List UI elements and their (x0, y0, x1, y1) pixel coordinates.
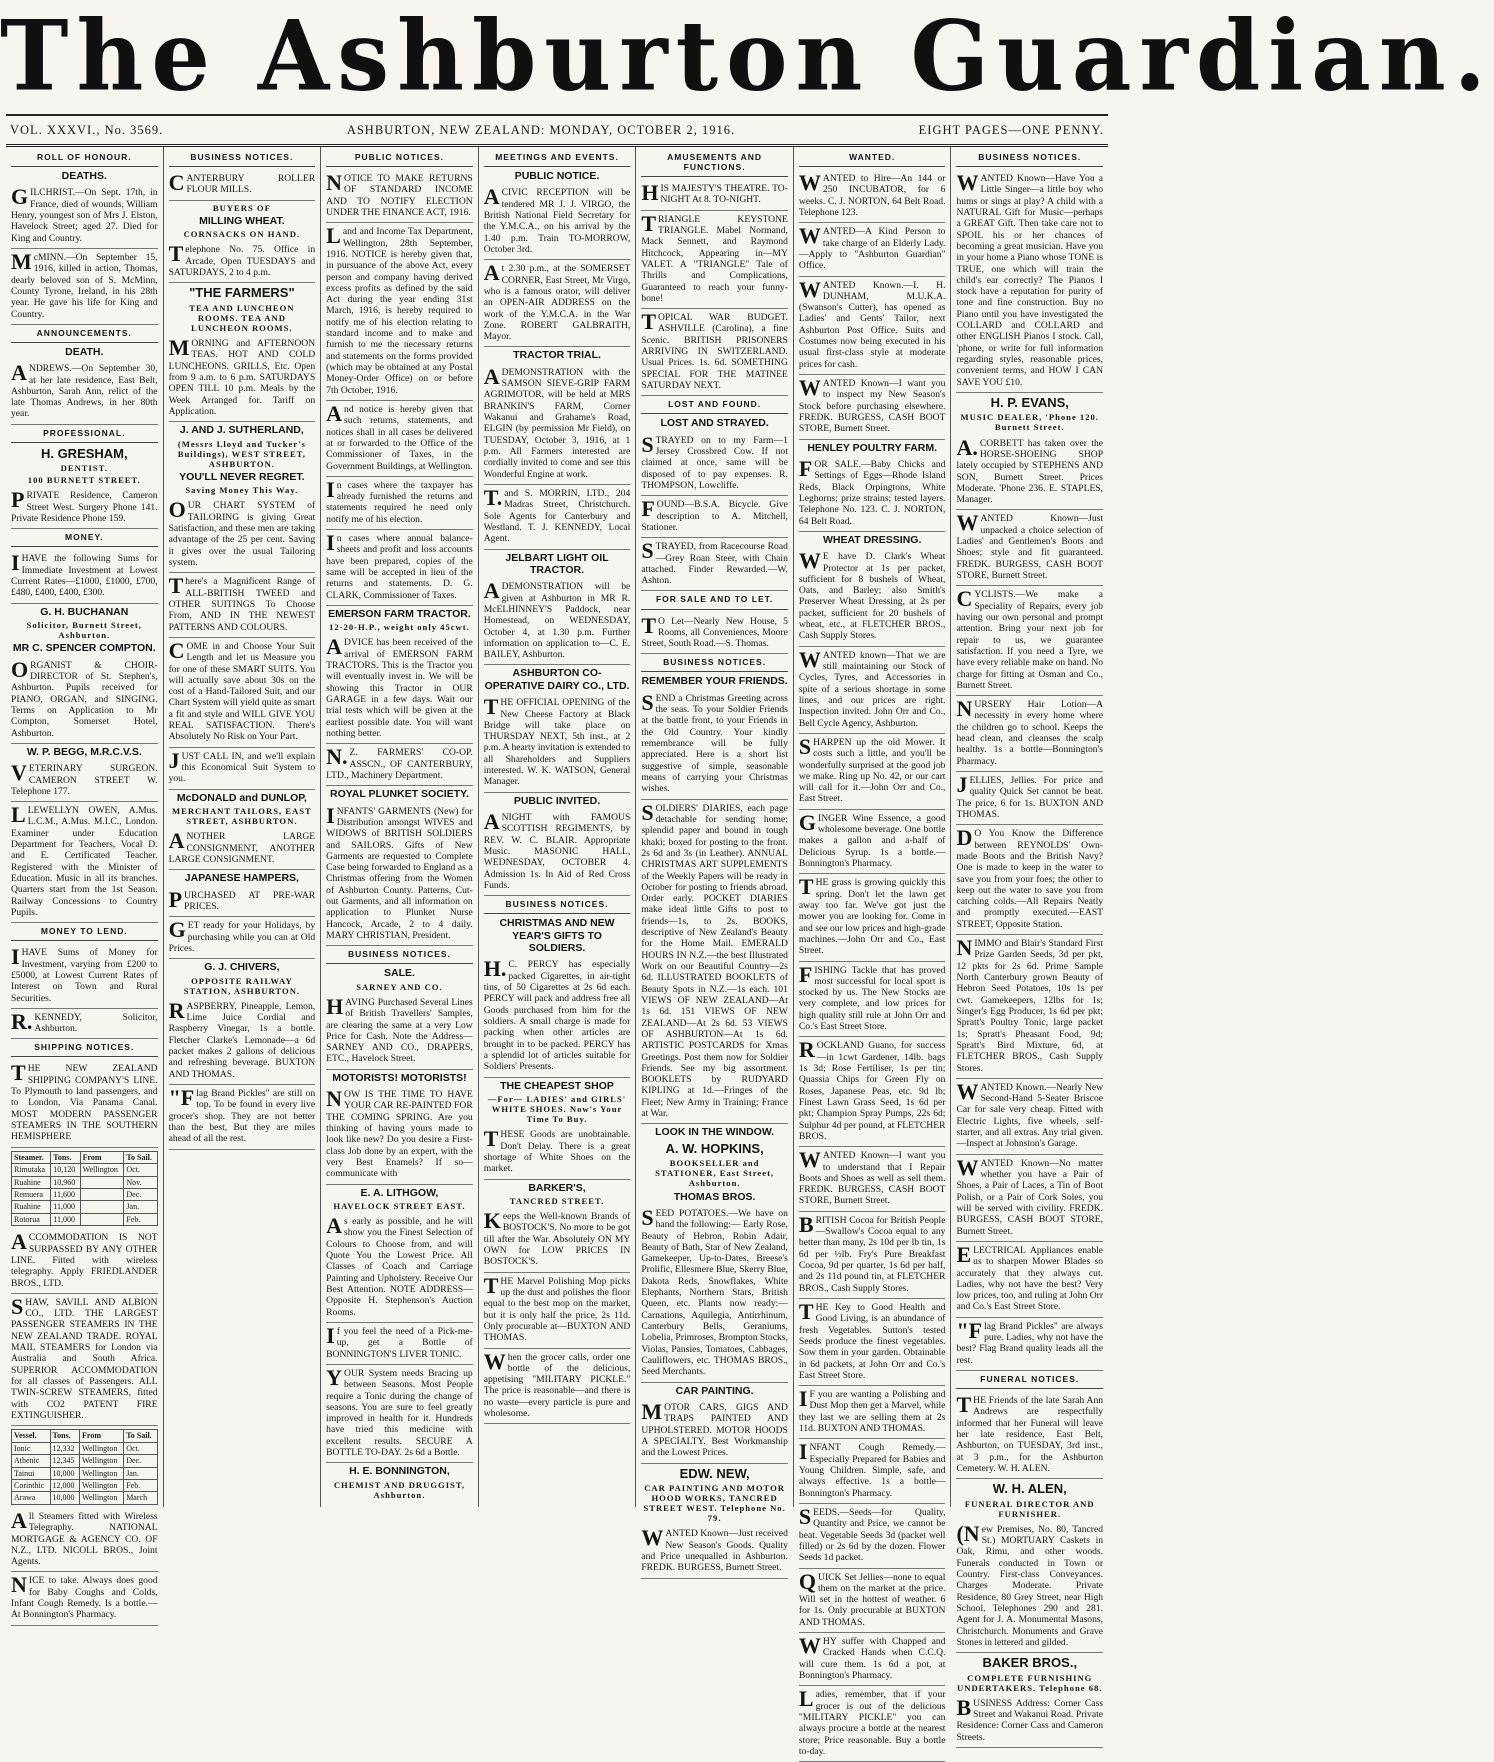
ad-subheading: TEA AND LUNCHEON ROOMS. TEA AND LUNCHEON ROOMS. (189, 302, 295, 333)
section-heading: BUSINESS NOTICES. (484, 896, 631, 914)
advertisement-text: In cases where annual balance-sheets and profit and loss accounts have been prepared, copies of the same will be accepted in lieu of the returns and statements. D. G. CLARK, Commissioner of Taxes. (326, 530, 473, 606)
ad-subheading: DENTIST. (60, 463, 108, 474)
table-header: Tons. (50, 1430, 80, 1442)
page-price: EIGHT PAGES—ONE PENNY. (918, 122, 1104, 137)
table-cell: 11,000 (51, 1201, 80, 1213)
section-heading: FOR SALE AND TO LET. (641, 591, 788, 609)
advertisement-text: NIMMO and Blair's Standard First Prize Garden Seeds, 3d per pkt, 12 pkts for 2s 6d. Prime Sample North Canterbury grown Beauty of Hebron Seed Potatoes, 10s 1s per cwt. Gamekeepers, 12lbs for 1s; Singer's Egg Producer, 1s 6d per pkt; Spratt's Poultry Tonic, large packet 1s; Spratt's Pheasant Food, 9d; Spratt's Bird Mixture, 6d, at FLETCHER BROS., Cash Supply Stores. (956, 935, 1103, 1079)
ad-heading: JELBART LIGHT OIL TRACTOR. (505, 551, 609, 576)
ad-heading: LOST AND STRAYED. (660, 417, 769, 430)
advertisement-text: ADEMONSTRATION will be given at Ashburton in MR R. McELHINNEY'S Paddock, near Homestead, on WEDNESDAY, October 4, at 1.30 p.m. Further information on application to—C. E. BAILEY, Ashburton. (484, 578, 631, 665)
table-cell: Feb. (124, 1480, 157, 1492)
column-6 (794, 147, 952, 1757)
ad-subheading: MUSIC DEALER, 'Phone 120. Burnett Street. (960, 412, 1099, 433)
advertisement-text: HIS MAJESTY'S THEATRE. TO-NIGHT At 8. TO-NIGHT. (641, 180, 788, 211)
table-cell: 12,000 (50, 1480, 80, 1492)
ad-heading: PUBLIC INVITED. (513, 794, 601, 807)
advertisement-text: All Steamers fitted with Wireless Telegraphy. NATIONAL MORTGAGE & AGENCY CO. OF N.Z., LTD. NICOLL BROS., Joint Agents. (11, 1508, 158, 1573)
advertisement-text: STRAYED on to my Farm—1 Jersey Crossbred Cow. If not claimed at once, same will be disposed of to pay expenses. R. THOMPSON, Lowcliffe. (641, 432, 788, 497)
advertisement-text: ACCOMMODATION IS NOT SURPASSED BY ANY OTHER LINE. Fitted with wireless telegraphy. Apply FRIEDLANDER BROS., LTD. (11, 1229, 158, 1294)
ad-subheading: CHEMIST AND DRUGGIST, Ashburton. (333, 1479, 466, 1500)
advertisement-text: TO Let—Nearly New House, 5 Rooms, all Conveniences, Moore Street, South Road.—S. Thomas. (641, 613, 788, 655)
ad-subheading: BUYERS OF (212, 202, 271, 213)
advertisement-text: THESE Goods are unobtainable. Don't Delay. There is a great shortage of White Shoes on the market. (484, 1126, 631, 1179)
table-cell: Dec. (124, 1455, 157, 1467)
table-cell (80, 1176, 124, 1188)
advertisement-text: PRIVATE Residence, Cameron Street West. Surgery Phone 141. Private Residence Phone 159. (11, 487, 158, 529)
table-cell (80, 1213, 124, 1225)
column-4 (479, 147, 637, 1507)
advertisement-text: MORNING and AFTERNOON TEAS. HOT AND COLD LUNCHEONS. GRILLS, Etc. Open from 9 a.m. to 6 p.m. SATURDAYS OPEN TILL 10 p.m. Meals by the Week Arranged for. Tariff on Application. (169, 335, 316, 422)
advertisement-text: TOPICAL WAR BUDGET. ASHVILLE (Carolina), a fine Scenic. BRITISH PRISONERS ARRIVING IN SWITZERLAND. Usual Prices. 1s. 6d. SOMETHING SPECIAL FOR THE MATINEE SATURDAY NEXT. (641, 309, 788, 396)
issue-date: ASHBURTON, NEW ZEALAND: MONDAY, OCTOBER 2, 1916. (346, 122, 736, 137)
ad-heading: JAPANESE HAMPERS, (184, 872, 299, 885)
ad-subheading: BOOKSELLER and STATIONER, East Street, Ashburton. (655, 1158, 775, 1189)
table-cell: Wellington (80, 1480, 124, 1492)
column-heading: PUBLIC NOTICES. (326, 149, 473, 167)
ad-heading: DEATH. (65, 345, 104, 358)
table-cell: Rimutaka (12, 1164, 51, 1176)
advertisement-text: THE Friends of the late Sarah Ann Andrews are respectfully informed that her Funeral will leave her late residence, East Belt, Ashburton, on TUESDAY, 3rd inst., at 3 p.m., for the Ashburton Cemetery. W. H. ALEN. (956, 1392, 1103, 1479)
table-cell: Rotorua (12, 1213, 51, 1225)
ad-subheading: (Messrs Lloyd and Tucker's Buildings), WEST STREET, ASHBURTON. (177, 438, 306, 469)
advertisement-text: RASPBERRY, Pineapple, Lemon, Lime Juice Cordial and Raspberry Vinegar, 1s a bottle. Fletcher Clarke's Lemonade—a 6d packet makes 2 gallons of delicious and refreshing beverage. BUXTON AND THOMAS. (169, 998, 316, 1085)
advertisement-text: FOUND—B.S.A. Bicycle. Give description to A. Mitchell, Stationer. (641, 496, 788, 538)
table-row (12, 1492, 158, 1504)
advertisement-text: SOLDIERS' DIARIES, each page detachable for sending home; splendid paper and bound in tough khaki; boxed for posting to the front. 2s 6d and 3s (in Leather). ANNUAL CHRISTMAS ART SUPPLEMENTS of the Weekly Papers will be ready in October for posting to friends abroad. Order early. POCKET DIARIES make ideal little Gifts to post to friends—1s, to 2s. BOOKS, descriptive of New Zealand's Beauty for the Home Mail. EMERALD HOURS IN N.Z.—the best Illustrated Work on our Beautiful Country—2s 6d. ILLUSTRATED BOOKLETS of Beauty Spots in N.Z.—1s each. 101 VIEWS OF NEW ZEALAND—At 1s 6d. 151 VIEWS OF NEW ZEALAND—At 2s 6d. 53 VIEWS OF ASHBURTON—At 1s 6d. ARTISTIC POSTCARDS for Xmas Greetings. Post them now for Soldier Friends. See my big assortment. BOOKLETS by RUDYARD KIPLING at 1d.—Fringes of the Fleet; New Army in Training; France at War. (641, 800, 788, 1125)
ad-heading: YOU'LL NEVER REGRET. (179, 470, 305, 483)
advertisement-text: WANTED to Hire—An 144 or 250 INCUBATOR, for 6 weeks. C. J. NORTON, 64 Belt Road. Telephone 123. (799, 170, 946, 223)
advertisement-text: FOR SALE.—Baby Chicks and Settings of Eggs—Rhode Island Reds, Black Orpingtons, White Leghorns; prize strains; tested layers. Telephone No. 123. C. J. NORTON, 64 Belt Road. (799, 456, 946, 532)
advertisement-text: If you feel the need of a Pick-me-up, get a Bottle of BONNINGTON'S LIVER TONIC. (326, 1323, 473, 1365)
advertisement-text: GILCHRIST.—On Sept. 17th, in France, died of wounds, William Henry, youngest son of Mrs J. Elston, Havelock Street; aged 27. Died for King and Country. (11, 184, 158, 249)
advertisement-text: In cases where the taxpayer has already furnished the returns and statements required he need only notify me of his election. (326, 477, 473, 530)
ad-heading: THOMAS BROS. (673, 1190, 756, 1203)
advertisement-text: Ladies, remember, that if your grocer is out of the delicious "MILITARY PICKLE" you can always procure a bottle at the nearest store; Price reasonable. Buy a bottle to-day. (799, 1686, 946, 1762)
advertisement-text: IHAVE Sums of Money for Investment, varying from £200 to £5000, at Lowest Current Rates of Interest on Town and Rural Securities. (11, 944, 158, 1009)
ad-heading: TRACTOR TRIAL. (513, 349, 601, 362)
advertisement-text: ANDREWS.—On September 30, at her late residence, East Belt, Ashburton, Sarah Ann, relict of the late Thomas Andrews, in her 80th year. (11, 360, 158, 425)
table-cell: Tainui (12, 1467, 51, 1479)
ad-heading: W. P. BEGG, M.R.C.V.S. (26, 745, 142, 758)
ad-subheading: TANCRED STREET. (509, 1195, 605, 1206)
advertisement-text: MOTOR CARS, GIGS AND TRAPS PAINTED AND UPHOLSTERED. MOTOR HOODS A SPECIALTY. Best Workmanship and the Lowest Prices. (641, 1399, 788, 1464)
column-7 (951, 147, 1108, 1743)
advertisement-text: IF you are wanting a Polishing and Dust Mop then get a Marvel, while they last we are selling them at 2s 11d. BUXTON AND THOMAS. (799, 1386, 946, 1439)
ad-heading: BAKER BROS., (982, 1655, 1078, 1671)
advertisement-text: WANTED Known—Just received New Season's Goods. Quality and Price unequalled in Ashburton. FREDK. BURGESS, Burnett Street. (641, 1525, 788, 1578)
advertisement-text: THE NEW ZEALAND SHIPPING COMPANY'S LINE. To Plymouth to land passengers, and to London, Via Panama Canal. MOST MODERN PASSENGER STEAMERS IN THE SOUTHERN HEMISPHERE (11, 1060, 158, 1147)
advertisement-text: SEEDS.—Seeds—for Quality, Quantity and Price, we cannot be beat. Vegetable Seeds 3d (packet well filled) or 2s 6d by the dozen. Flower Seeds 1d packet. (799, 1504, 946, 1569)
table-cell: Jan. (124, 1201, 157, 1213)
advertisement-text: THE Key to Good Health and Good Living, is an abundance of fresh Vegetables. Sutton's tested Seeds produce the finest vegetables. Sow them in your garden. Obtainable in 6d packets, at John Orr and Co.'s East Street Store. (799, 1299, 946, 1386)
advertisement-text: At 2.30 p.m., at the SOMERSET CORNER, East Street, Mr Virgo, who is a famous orator, will deliver an OPEN-AIR ADDRESS on the work of the Y.M.C.A. in the War Zone. ROBERT GALBRAITH, Mayor. (484, 260, 631, 347)
advertisement-text: ORGANIST & CHOIR-DIRECTOR of St. Stephen's, Ashburton. Pupils received for PIANO, ORGAN, and SINGING. Terms on Application to Mr Compton, Somerset Hotel, Ashburton. (11, 657, 158, 744)
ad-subheading: Solicitor, Burnett Street, Ashburton. (26, 619, 142, 641)
ad-heading: WHEAT DRESSING. (822, 533, 922, 546)
advertisement-text: YOUR System needs Bracing up between Seasons. Most People require a Tonic during the change of seasons. You are sure to feel greatly improved in health for it. Hundreds have tried this medicine with excellent results. SECURE A BOTTLE TO-DAY. 2s 6d a Bottle. (326, 1365, 473, 1464)
advertisement-text: Keeps the Well-known Brands of BOSTOCK'S. No more to be got till after the War. Absolutely ON MY OWN for LOW PRICES IN BOSTOCK'S. (484, 1208, 631, 1273)
section-heading: MONEY TO LEND. (11, 923, 158, 941)
ad-subheading: FUNERAL DIRECTOR AND FURNISHER. (964, 1498, 1095, 1519)
ad-heading: BARKER'S, (528, 1181, 586, 1194)
section-heading: BUSINESS NOTICES. (641, 654, 788, 672)
advertisement-text: NICE to take. Always does good for Baby Coughs and Colds, Infant Cough Remedy. Is a bottle.—At Bonnington's Pharmacy. (11, 1572, 158, 1625)
advertisement-text: WANTED Known—No matter whether you have a Pair of Shoes, a Pair of Laces, a Tin of Boot Polish, or a Pair of Cork Soles, you will be served with civility. FREDK. BURGESS, CASH BOOT STORE, Burnett Street. (956, 1155, 1103, 1242)
table-cell: Wellington (80, 1492, 124, 1504)
advertisement-text: WANTED Known—I want you to understand that I Repair Boots and Shoes as well as sell them. FREDK. BURGESS, CASH BOOT STORE, Burnett Street. (799, 1147, 946, 1212)
advertisement-text: T.and S. MORRIN, LTD., 204 Madras Street, Christchurch. Sole Agents for Canterbury and Westland. T. J. KENNEDY, Local Agent. (484, 485, 631, 550)
table-cell (80, 1201, 124, 1213)
section-heading: MONEY. (11, 529, 158, 547)
ad-heading: H. E. BONNINGTON, (349, 1465, 450, 1478)
table-cell: 10,960 (51, 1176, 80, 1188)
ad-heading: PUBLIC NOTICE. (514, 170, 600, 183)
advertisement-text: CYCLISTS.—We make a Speciality of Repairs, every job having our own personal and prompt attention. Bring your next job for repair to us, we guarantee satisfaction. If you need a Tyre, we have every reliable make on hand. No charge for fitting at Osman and Co., Burnett Street. (956, 586, 1103, 696)
ad-heading: MR C. SPENCER COMPTON. (12, 642, 156, 655)
ad-heading: G. J. CHIVERS, (204, 961, 280, 974)
table-cell: March (124, 1492, 157, 1504)
advertisement-text: STRAYED, from Racecourse Road—Grey Roan Steer, with Chain attached. Finder Rewarded.—W. Ashton. (641, 538, 788, 591)
table-cell: 12,332 (50, 1442, 80, 1454)
column-3 (321, 147, 479, 1507)
advertisement-text: VETERINARY SURGEON. CAMERON STREET W. Telephone 177. (11, 760, 158, 802)
ad-subheading: HAVELOCK STREET EAST. (333, 1201, 466, 1211)
column-heading: BUSINESS NOTICES. (169, 149, 316, 167)
table-row (12, 1480, 158, 1492)
advertisement-text: THE Marvel Polishing Mop picks up the dust and polishes the floor equal to the best mop on the market, but it is only half the price, 2s 11d. Only procurable at—BUXTON AND THOMAS. (484, 1273, 631, 1349)
ad-heading: LOOK IN THE WINDOW. (655, 1126, 775, 1139)
table-cell: Wellington (80, 1442, 124, 1454)
table-row (12, 1467, 158, 1479)
ad-heading: MOTORISTS! MOTORISTS! (332, 1071, 467, 1084)
table-header: Vessel. (12, 1430, 51, 1442)
advertisement-text: NURSERY Hair Lotion—A necessity in every home where the children go to school. Keeps the head clean, and cleanses the scalp healthy. 1s a bottle—Bonnington's Pharmacy. (956, 696, 1103, 772)
advertisement-text: LLEWELLYN OWEN, A.Mus. L.C.M., A.Mus. M.I.C., London. Examiner under Education Department for Teachers, Vocal D. and E. Certificated Teacher. Registered with the Minister of Education. Music in all its branches. Quarters start from the 1st Season. Railway Concessions to Country Pupils. (11, 802, 158, 923)
section-heading: BUSINESS NOTICES. (326, 946, 473, 964)
table-row (12, 1213, 158, 1225)
ad-heading: HENLEY POULTRY FARM. (807, 441, 938, 454)
advertisement-text: COME in and Choose Your Suit Length and let us Measure you for one of these SMART SUITS. You will actually save about 30s on the cost of a Hand-Tailored Suit, and our Chart System will yield quite as smart a fit and style and WILL GIVE YOU REAL SATISFACTION. There's Absolutely No Risk on Your Part. (169, 638, 316, 748)
advertisement-text: SHARPEN up the old Mower. It costs such a little, and you'll be wonderfully surprised at the good job we make. Ring up No. 42, or our cart will call for it.—John Orr and Co., East Street. (799, 734, 946, 810)
table-cell: Oct. (124, 1164, 157, 1176)
advertisement-text: SEED POTATOES.—We have on hand the following:— Early Rose, Beauty of Hebron, Robin Adair, Beauty of Bath, Star of New Zealand, Gamekeeper, Up-to-Dates, Breese's Prolific, Ellesmere Blue, Skerry Blue, Dakota Reds, Snowflakes, White Elephants, Northern Stars, British Queen, etc. Plants now ready:— Carnations, Aquilegia, Antirrhinum, Canterbury Bells, Geraniums, Lobelia, Primroses, Brompton Stocks, Violas, Pansies, Tomatoes, Cabbages, Cauliflowers, etc. THOMAS BROS., Seed Merchants. (641, 1205, 788, 1383)
ad-heading: EMERSON FARM TRACTOR. (328, 607, 471, 620)
advertisement-text: ACIVIC RECEPTION will be tendered MR J. J. VIRGO, the British National Field Secretary for the Y.M.C.A., on his arrival by the 1.40 p.m. Train TO-MORROW, October 3rd. (484, 184, 631, 260)
column-heading: AMUSEMENTS AND FUNCTIONS. (641, 149, 788, 177)
masthead-title: The Ashburton Guardian. (0, 0, 1494, 113)
table-row (12, 1164, 158, 1176)
table-header: From (80, 1151, 124, 1163)
section-heading: FUNERAL NOTICES. (956, 1371, 1103, 1389)
table-row (12, 1176, 158, 1188)
ad-heading: EDW. NEW, (679, 1465, 750, 1481)
advertisement-text: (New Premises, No. 80, Tancred St.) MORTUARY Caskets in Oak, Rimu, and other woods. Funerals conducted in Town or Country. First-class Conveyances. Charges Moderate. Private Residence, 80 Grey Street, near High School. Telephones 290 and 281. Agent for J. A. Monumental Masons, Christchurch. Monuments and Grave Stones in lettered and gilded. (956, 1521, 1103, 1653)
advertisement-text: BUSINESS Address: Corner Cass Street and Wakanui Road. Private Residence: Corner Cass and Cameron Streets. (956, 1695, 1103, 1748)
advertisement-text: R.KENNEDY, Solicitor, Ashburton. (11, 1009, 158, 1040)
column-heading: ROLL OF HONOUR. (11, 149, 158, 167)
advertisement-text: ELECTRICAL Appliances enable us to sharpen Mower Blades so accurately that they always cut. Ladies, why not have the best? Very low prices, too, and ruling at John Orr and Co.'s East Street Store. (956, 1242, 1103, 1318)
column-heading: BUSINESS NOTICES. (956, 149, 1103, 167)
table-cell: 11,600 (51, 1188, 80, 1200)
advertisement-text: GET ready for your Holidays, by purchasing while you can at Old Prices. (169, 917, 316, 959)
column-heading: MEETINGS AND EVENTS. (484, 149, 631, 167)
section-heading: LOST AND FOUND. (641, 396, 788, 414)
advertisement-text: H.C. PERCY has especially packed Cigarettes, in air-tight tins, of 50 Cigarettes at 2s 6d each. PERCY will pack and address free all Goods purchased from him for the soldiers. A small charge is made for packing when other articles are brought in to be packed. PERCY has a splendid lot of articles suitable for Soldiers' Presents. (484, 956, 631, 1077)
ad-heading: W. H. ALEN, (992, 1481, 1067, 1497)
advertisement-text: NOW IS THE TIME TO HAVE YOUR CAR RE-PAINTED FOR THE COMING SPRING. Are you thinking of having yours made to look like new? Do you desire a First-class Job done by an expert, with the very Best Enamels? If so—communicate with (326, 1086, 473, 1185)
dateline (6, 114, 1108, 147)
ad-heading: SALE. (383, 967, 415, 980)
volume-number: VOL. XXXVI., No. 3569. (10, 122, 164, 137)
shipping-table (11, 1151, 158, 1227)
table-cell: 10,120 (51, 1164, 80, 1176)
ad-heading: ROYAL PLUNKET SOCIETY. (330, 788, 469, 801)
advertisement-text: JELLIES, Jellies. For price and quality Quick Set cannot be beat. The price, 6 for 1s. BUXTON AND THOMAS. (956, 772, 1103, 825)
ad-subheading: 12-20-H.P., weight only 45cwt. (329, 622, 470, 633)
advertisement-text: WANTED Known—Have You a Little Singer—a little boy who hums or sings at play? A child with a NATURAL Gift for Music—perhaps a GREAT Gift. Then take care not to SPOIL his or her chances of becoming a great musician. Have you in your home a Piano whose TONE is TRUE, one which will train the child's ear correctly? The Pianos I stock have a reputation for purity of tone and fine construction. Buy no Piano until you have investigated the COLLARD and COLLARD and other ENGLISH Pianos I stock. Call, 'phone, or write for full information regarding styles, reasonable prices, convenient terms, and HOW I CAN SAVE YOU £10. (956, 170, 1103, 393)
ad-heading: CHRISTMAS AND NEW YEAR'S GIFTS TO SOLDIERS. (499, 917, 615, 955)
advertisement-text: Land and Income Tax Department, Wellington, 28th September, 1916. NOTICE is hereby given that, in pursuance of the above Act, every person and company having derived excess profits as defined by the said Act during the year ending 31st March, 1916, is hereby required to notify me of his election relating to standard income and to make and furnish to me the necessary returns and statements on the forms provided (which may be obtained at any Postal Money-Order Office) on or before 7th October, 1916. (326, 223, 473, 401)
ad-subheading: —For— LADIES' and GIRLS' WHITE SHOES. Now's Your Time To Buy. (487, 1093, 627, 1125)
advertisement-text: THE grass is growing quickly this spring. Don't let the lawn get away too far. We've got just the mower you are looking for. Come in and see our low prices and high-grade machines.—John Orr and Co., East Street. (799, 874, 946, 961)
table-cell: 10,000 (50, 1467, 80, 1479)
masthead (0, 0, 1494, 113)
table-header: From (80, 1430, 124, 1442)
advertisement-text: ROCKLAND Guano, for success—in 1cwt Gardener, 14lb. bags 1s 3d; Rose Fertiliser, 1s per tin; Quassia Chips for Green Fly on Roses, Japanese Peas, etc. 9d lb; Finest Lawn Grass Seed, 1s 6d per pkt; Champion Spray Pumps, 22s 6d; Sulphur 4d per pound, at FLETCHER BROS. (799, 1037, 946, 1147)
ad-heading: H. P. EVANS, (990, 394, 1069, 410)
section-heading: SHIPPING NOTICES. (11, 1039, 158, 1057)
advertisement-text: PURCHASED AT PRE-WAR PRICES. (169, 887, 316, 918)
table-cell: 11,000 (51, 1213, 80, 1225)
ad-subheading: Saving Money This Way. (185, 485, 299, 496)
table-cell: Arawa (12, 1492, 51, 1504)
ad-heading: McDONALD and DUNLOP, (176, 791, 307, 804)
ad-heading: "THE FARMERS" (189, 285, 295, 301)
table-cell: Remuera (12, 1188, 51, 1200)
advertisement-text: QUICK Set Jellies—none to equal them on the market at the price. Will set in the hottest of weather. 6 for 1s. Only procurable at BUXTON AND THOMAS. (799, 1569, 946, 1634)
table-row (12, 1188, 158, 1200)
advertisement-text: There's a Magnificent Range of ALL-BRITISH TWEED and OTHER SUITINGS To Choose From, AND IN THE NEWEST PATTERNS AND COLOURS. (169, 573, 316, 638)
table-cell: Wellington (80, 1455, 124, 1467)
column-1 (6, 147, 164, 1621)
table-cell: 12,345 (50, 1455, 80, 1467)
advertisement-text: JUST CALL IN, and we'll explain this Economical Suit System to you. (169, 748, 316, 790)
advertisement-text: NOTICE TO MAKE RETURNS OF STANDARD INCOME AND TO NOTIFY ELECTION UNDER THE FINANCE ACT, 1916. (326, 170, 473, 223)
advertisement-text: GINGER Wine Essence, a good wholesome beverage. One bottle makes a gallon and a-half of Delicious Syrup. 1s a bottle.—Bonnington's Pharmacy. (799, 810, 946, 875)
section-heading: PROFESSIONAL. (11, 425, 158, 443)
ad-heading: REMEMBER YOUR FRIENDS. (641, 675, 788, 688)
advertisement-text: When the grocer calls, order one bottle of the delicious, appetising "MILITARY PICKLE." The price is reasonable—and there is no waste—every particle is pure and wholesome. (484, 1349, 631, 1425)
shipping-table (11, 1429, 158, 1505)
table-cell: Athenic (12, 1455, 51, 1467)
ad-subheading: COMPLETE FURNISHING UNDERTAKERS. Telephone 68. (957, 1672, 1103, 1693)
ad-subheading: CAR PAINTING AND MOTOR HOOD WORKS, TANCRED STREET WEST. Telephone No. 79. (643, 1482, 786, 1524)
table-cell: Dec. (124, 1188, 157, 1200)
advertisement-text: Telephone No. 75. Office in Arcade, Open TUESDAYS and SATURDAYS, 2 to 4 p.m. (169, 241, 316, 283)
table-cell: Feb. (124, 1213, 157, 1225)
advertisement-text: WE have D. Clark's Wheat Protector at 1s per packet, sufficient for 8 bushels of Wheat, Oats, and Barley; also Smith's Preserver Wheat Dressing, at 2s per packet, sufficient for 20 bushels of wheat, etc., at FLETCHER BROS., Cash Supply Stores. (799, 548, 946, 647)
table-cell: Ruahine (12, 1201, 51, 1213)
ad-heading: CAR PAINTING. (675, 1384, 754, 1397)
table-cell: Oct. (124, 1442, 157, 1454)
advertisement-text: INFANTS' GARMENTS (New) for Distribution amongst WIVES and WIDOWS of BRITISH SOLDIERS and SAILORS. Gifts of New Garments are requested to Complete Case being forwarded to England as a Christmas offering from the Women of Ashburton County. Patterns, Cut-out Garments, and all information on application to Plunket Nurse Hancock, Arcade, 2 to 4 daily. MARY CHRISTIAN, President. (326, 803, 473, 947)
table-cell: Corinthic (12, 1480, 51, 1492)
table-cell: Wellington (80, 1467, 124, 1479)
advertisement-text: WANTED Known—Just unpacked a choice selection of Ladies' and Gentlemen's Boots and Shoes; style and fit guaranteed. FREDK. BURGESS, CASH BOOT STORE, Burnett Street. (956, 510, 1103, 586)
advertisement-text: WANTED Known.—Nearly New Second-Hand 5-Seater Briscoe Car for sale very cheap. Fitted with Electric Lights, five wheels, self-starter, and all extras. Any trial given.—Inspect at Johnston's Garage. (956, 1079, 1103, 1155)
table-header: Tons. (51, 1151, 80, 1163)
advertisement-text: WANTED Known.—I. H. DUNHAM, M.U.K.A. (Swanson's Cutter), has opened as Ladies' and Gents' Tailor, next Ashburton Post Office. Suits and Costumes now being executed in his usual first-class style at moderate prices for cash. (799, 277, 946, 376)
column-heading: WANTED. (799, 149, 946, 167)
table-cell (80, 1188, 124, 1200)
advertisement-text: INFANT Cough Remedy.—Especially Prepared for Babies and Young Children. Simple, safe, and always effective. 1s a bottle—Bonnington's Pharmacy. (799, 1439, 946, 1504)
advertisement-text: SHAW, SAVILL AND ALBION CO., LTD. THE LARGEST PASSENGER STEAMERS IN THE NEW ZEALAND TRADE. ROYAL MAIL STEAMERS for London via Australia and South Africa. SUPERIOR ACCOMMODATION for all classes of Passengers. ALL TWIN-SCREW STEAMERS, fitted with CO2 PATENT FIRE EXTINGUISHER. (11, 1294, 158, 1426)
advertisement-text: THE OFFICIAL OPENING of the New Cheese Factory at Black Bridge will take place on THURSDAY NEXT, 5th inst., at 2 p.m. A hearty invitation is extended to all Shareholders and Suppliers interested. W. K. WATSON, General Manager. (484, 694, 631, 793)
ad-subheading: MERCHANT TAILORS, EAST STREET, ASHBURTON. (172, 806, 312, 827)
ad-subheading: 100 BURNETT STREET. (27, 475, 141, 486)
table-cell: Ruahine (12, 1176, 51, 1188)
table-header: To Sail. (124, 1430, 157, 1442)
table-cell: Wellington (80, 1164, 124, 1176)
ad-heading: MILLING WHEAT. (199, 214, 285, 227)
column-2 (164, 147, 322, 1507)
advertisement-text: McMINN.—On September 15, 1916, killed in action, Thomas, dearly beloved son of S. McMinn, County Tyrone, Ireland, in his 28th year. He gave his life for King and Country. (11, 249, 158, 325)
table-cell: Jan. (124, 1467, 157, 1479)
advertisement-text: FISHING Tackle that has proved most successful for local sport is stocked by us. The New Stocks are very complete, and low prices for high quality still rule at John Orr and Co.'s East Street Store. (799, 962, 946, 1038)
advertisement-text: WANTED Known—I want you to inspect my New Season's Stock before purchasing elsewhere. FREDK. BURGESS, CASH BOOT STORE, Burnett Street. (799, 375, 946, 440)
table-row (12, 1201, 158, 1213)
table-header: Steamer. (12, 1151, 51, 1163)
advertisement-text: ADVICE has been received of the arrival of EMERSON FARM TRACTORS. This is the Tractor you will eventually invest in. We will be showing this Tractor in OUR GARAGE in a few days. Wait our trial tests which will be given at the earliest possible date. You will want nothing better. (326, 634, 473, 744)
ad-heading: A. W. HOPKINS, (665, 1140, 764, 1156)
table-cell: Ionic (12, 1442, 51, 1454)
advertisement-text: TRIANGLE KEYSTONE TRIANGLE. Mabel Normand, Mack Sennett, and Raymond Hitchcock, Appearing in—MY VALET. A "TRIANGLE" Tale of Thrills and Complications, Guaranteed to reach your funny-bone! (641, 211, 788, 310)
advertisement-text: "Flag Brand Pickles" are still on top. To be found in every live grocer's shop. They are not better than the best, But they are miles ahead of all the rest. (169, 1085, 316, 1150)
advertisement-text: IHAVE the following Sums for Immediate Investment at Lowest Current Rates—£1000, £1000, £700, £480, £400, £400, £300. (11, 550, 158, 603)
advertisement-text: WANTED known—That we are still maintaining our Stock of Cycles, Tyres, and Accessories in spite of a serious shortage in some lines, and our prices are right. Inspection invited. John Orr and Co., Bell Cycle Agency, Ashburton. (799, 647, 946, 734)
ad-heading: E. A. LITHGOW, (360, 1186, 439, 1199)
section-heading: ANNOUNCEMENTS. (11, 325, 158, 343)
ad-subheading: SARNEY AND CO. (356, 981, 443, 992)
column-5 (636, 147, 794, 1574)
advertisement-text: "Flag Brand Pickles" are always pure. Ladies, why not have the best? Flag Brand quality leads all the rest. (956, 1318, 1103, 1371)
advertisement-text: DO You Know the Difference between REYNOLDS' Own-made Boots and the British Navy? One is made to keep in the water to save you from your foes; the other to keep out the water to save you from catching colds.—All Repairs Neatly and promptly executed.—EAST STREET, Opposite Station. (956, 825, 1103, 935)
ad-subheading: OPPOSITE RAILWAY STATION, ASHBURTON. (183, 975, 301, 996)
advertisement-text: CANTERBURY ROLLER FLOUR MILLS. (169, 170, 316, 201)
ad-heading: H. GRESHAM, (40, 445, 128, 461)
ad-heading: J. AND J. SUTHERLAND, (179, 424, 304, 437)
advertisement-text: OUR CHART SYSTEM of TAILORING is giving Great Satisfaction, and these men are taking advantage of the 25 per cent. Saving it gives over the usual Tailoring system. (169, 497, 316, 573)
columns (6, 147, 1108, 1757)
ad-subheading: CORNSACKS ON HAND. (183, 229, 301, 240)
table-row (12, 1442, 158, 1454)
advertisement-text: ANIGHT with FAMOUS SCOTTISH REGIMENTS, by REV. W. C. BLAIR. Appropriate Music. MASONIC HALL, WEDNESDAY, OCTOBER 4. Admission 1s. In Aid of Red Cross Funds. (484, 809, 631, 896)
advertisement-text: As early as possible, and he will show you the Finest Selection of Colours to Choose from, and will Quote You the Lowest Price. All Classes of Coach and Carriage Painting and Upholstery. Receive Our Best Attention. NOTE ADDRESS—Opposite H. Stephenson's Auction Rooms. (326, 1213, 473, 1323)
ad-heading: G. H. BUCHANAN (40, 605, 129, 618)
advertisement-text: WHY suffer with Chapped and Cracked Hands when C.C.Q. will cure them. 1s 6d a pot, at Bonnington's Pharmacy. (799, 1633, 946, 1686)
table-cell: Nov. (124, 1176, 157, 1188)
advertisement-text: WANTED—A Kind Person to take charge of an Elderly Lady.—Apply to "Ashburton Guardian" Office. (799, 223, 946, 276)
advertisement-text: A.CORBETT has taken over the HORSE-SHOEING SHOP lately occupied by STEPHENS AND SON, Burnett Street. Prices Moderate. 'Phone 236. E. STAPLES, Manager. (956, 435, 1103, 511)
advertisement-text: And notice is hereby given that such returns, statements, and notices shall in all cases be delivered at or forwarded to the Office of the Commissioner of Taxes, in the Government Buildings, at Wellington. (326, 401, 473, 477)
advertisement-text: SEND a Christmas Greeting across the seas. To your Soldier Friends at the battle front, to your Friends in the Old Country. Your kindly remembrance will be fully appreciated. Here is a short list suggestive of simple, seasonable means of carrying your Christmas wishes. (641, 690, 788, 800)
advertisement-text: BRITISH Cocoa for British People—Swallow's Cocoa equal to any better than many, 2s 10d per lb tin, 1s 6d per ½lb. Fry's Pure Breakfast Cocoa, 9d per quarter, 1s 6d per half, and 2s 11d pound tin, at FLETCHER BROS., Cash Supply Stores. (799, 1212, 946, 1299)
ad-heading: ASHBURTON CO-OPERATIVE DAIRY CO., LTD. (484, 667, 630, 692)
table-row (12, 1455, 158, 1467)
table-cell: 10,000 (50, 1492, 80, 1504)
advertisement-text: HAVING Purchased Several Lines of British Travellers' Samples, are clearing the same at a very Low Price for Cash. Note the Address—SARNEY AND CO., DRAPERS, ETC., Havelock Street. (326, 994, 473, 1070)
advertisement-text: ANOTHER LARGE CONSIGNMENT, ANOTHER LARGE CONSIGNMENT. (169, 828, 316, 870)
ad-heading: DEATHS. (61, 170, 107, 183)
advertisement-text: N.Z. FARMERS' CO-OP. ASSCN., OF CANTERBURY, LTD., Machinery Department. (326, 744, 473, 786)
table-header: To Sail. (124, 1151, 157, 1163)
advertisement-text: ADEMONSTRATION with the SAMSON SIEVE-GRIP FARM AGRIMOTOR, will be held at MRS BRANKIN'S FARM, Corner Wakanui and Grahame's Road, ELGIN (by permission Mr Field), on TUESDAY, October 3, 1916, at 1 p.m. All Farmers interested are cordially invited to come and see this Wonderful Engine at work. (484, 364, 631, 485)
ad-heading: THE CHEAPEST SHOP (500, 1079, 614, 1092)
